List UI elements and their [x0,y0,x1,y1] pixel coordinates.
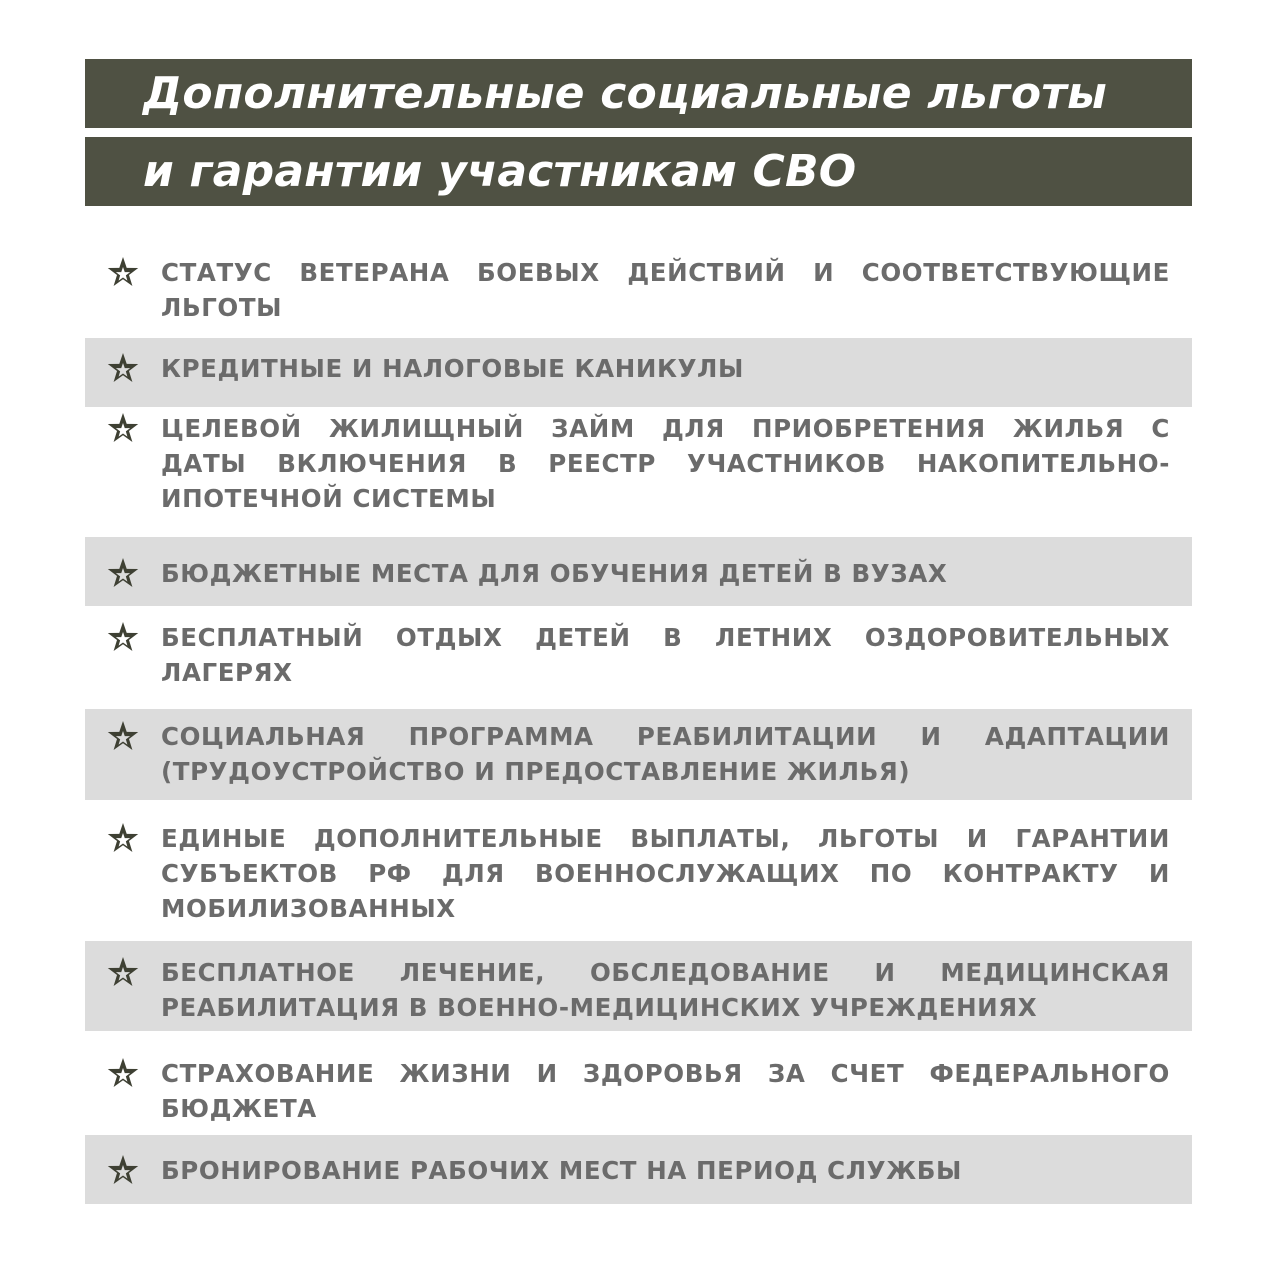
benefit-text-line: ЛАГЕРЯХ [161,658,293,687]
benefit-text-line: ЛЬГОТЫ [161,293,283,322]
title-bar-line-2 [85,137,1192,206]
benefit-text-line: СТРАХОВАНИЕ ЖИЗНИ И ЗДОРОВЬЯ ЗА СЧЕТ ФЕДЕРАЛЬНОГО [161,1059,1170,1088]
benefit-text-line: СУБЪЕКТОВ РФ ДЛЯ ВОЕННОСЛУЖАЩИХ ПО КОНТРАКТУ И [161,859,1170,888]
benefit-text-line: БЮДЖЕТА [161,1094,317,1123]
benefit-text-line: СТАТУС ВЕТЕРАНА БОЕВЫХ ДЕЙСТВИЙ И СООТВЕТСТВУЮЩИЕ [161,258,1170,287]
benefit-text [161,255,1170,325]
benefit-text-line: РЕАБИЛИТАЦИЯ В ВОЕННО-МЕДИЦИНСКИХ УЧРЕЖДЕНИЯХ [161,993,1038,1022]
benefit-text [161,620,1170,690]
benefit-text [161,556,1170,591]
army-star-icon [107,823,139,853]
benefit-text-line: СОЦИАЛЬНАЯ ПРОГРАММА РЕАБИЛИТАЦИИ И АДАПТАЦИИ [161,722,1170,751]
page-title-line-1: Дополнительные социальные льготы [143,68,1108,119]
benefit-text-line: ЦЕЛЕВОЙ ЖИЛИЩНЫЙ ЗАЙМ ДЛЯ ПРИОБРЕТЕНИЯ ЖИЛЬЯ С [161,414,1170,443]
army-star-icon [107,721,139,751]
benefit-text-line: БЕСПЛАТНОЕ ЛЕЧЕНИЕ, ОБСЛЕДОВАНИЕ И МЕДИЦИНСКАЯ [161,958,1170,987]
army-star-icon [107,413,139,443]
benefit-text [161,1153,1170,1188]
benefit-text [161,411,1170,516]
benefit-text-line: МОБИЛИЗОВАННЫХ [161,894,456,923]
benefit-text [161,351,1170,386]
army-star-icon [107,353,139,383]
benefit-text-line: БЮДЖЕТНЫЕ МЕСТА ДЛЯ ОБУЧЕНИЯ ДЕТЕЙ В ВУЗАХ [161,559,948,588]
army-star-icon [107,957,139,987]
benefit-text [161,1056,1170,1126]
benefit-text [161,821,1170,926]
army-star-icon [107,1155,139,1185]
benefit-text-line: КРЕДИТНЫЕ И НАЛОГОВЫЕ КАНИКУЛЫ [161,354,744,383]
army-star-icon [107,1058,139,1088]
benefit-text-line: ИПОТЕЧНОЙ СИСТЕМЫ [161,484,497,513]
benefit-text-line: ЕДИНЫЕ ДОПОЛНИТЕЛЬНЫЕ ВЫПЛАТЫ, ЛЬГОТЫ И ГАРАНТИИ [161,824,1170,853]
benefit-text-line: (ТРУДОУСТРОЙСТВО И ПРЕДОСТАВЛЕНИЕ ЖИЛЬЯ) [161,757,911,786]
benefit-text-line: БРОНИРОВАНИЕ РАБОЧИХ МЕСТ НА ПЕРИОД СЛУЖБЫ [161,1156,962,1185]
benefit-text [161,719,1170,789]
army-star-icon [107,257,139,287]
benefit-text [161,955,1170,1025]
title-bar-line-1 [85,59,1192,128]
benefit-text-line: ДАТЫ ВКЛЮЧЕНИЯ В РЕЕСТР УЧАСТНИКОВ НАКОПИТЕЛЬНО- [161,449,1170,478]
benefit-text-line: БЕСПЛАТНЫЙ ОТДЫХ ДЕТЕЙ В ЛЕТНИХ ОЗДОРОВИТЕЛЬНЫХ [161,623,1170,652]
page-title-line-2: и гарантии участникам СВО [143,146,857,197]
army-star-icon [107,622,139,652]
army-star-icon [107,558,139,588]
